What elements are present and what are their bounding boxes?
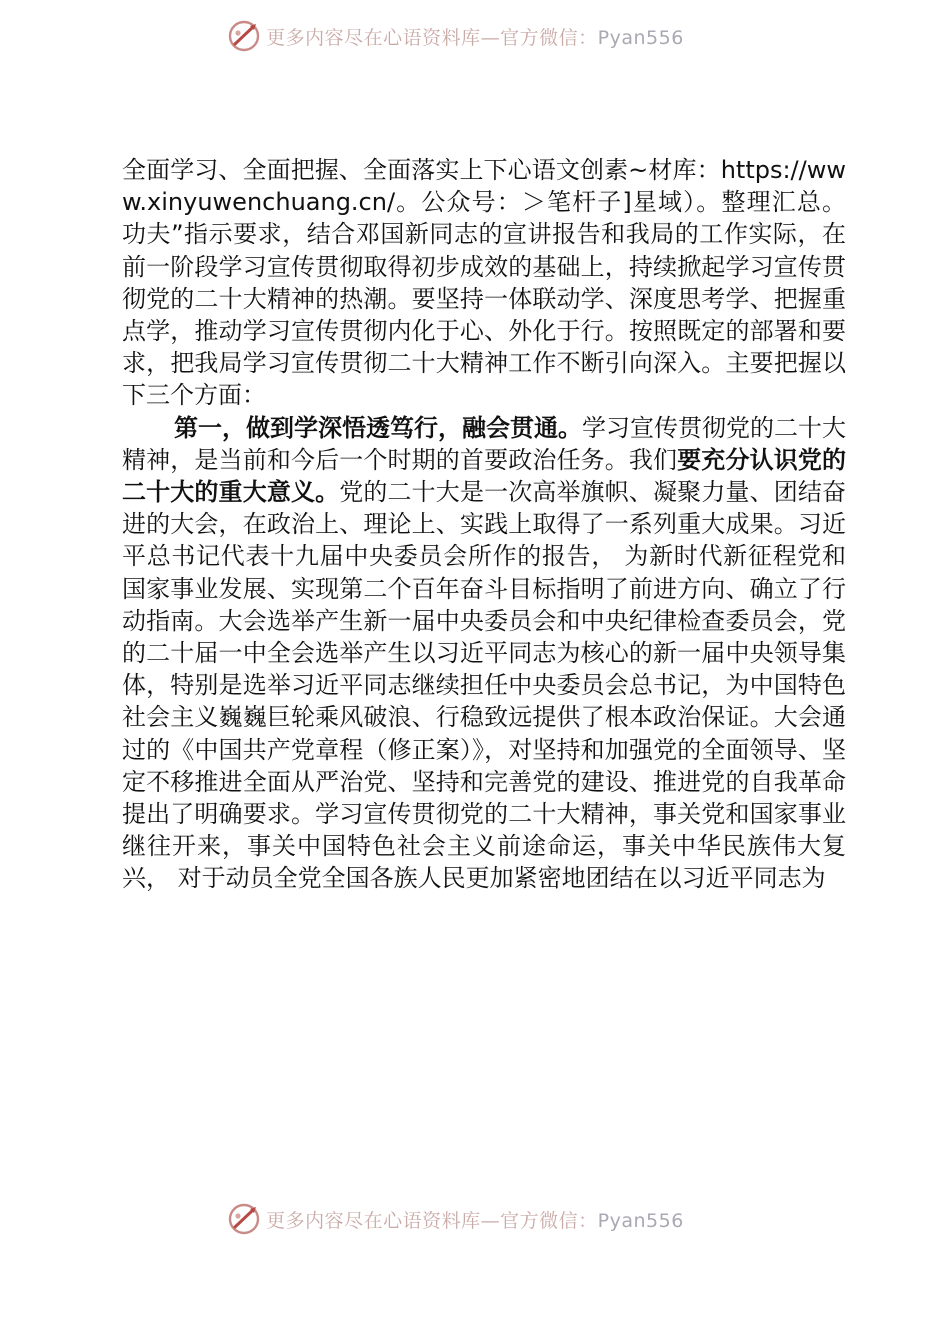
paragraph-first-point xyxy=(122,412,846,895)
paragraph-intro: 全面学习、全面把握、全面落实上下心语文创素~材库：https://www.xinyuwenchuang.cn/。公众号：＞笔杆子]星域）。整理汇总。功夫”指示要求，结合邓国新同志的宣讲报告和我局的工作实际，在前一阶段学习宣传贯彻取得初步成效的基础上，持续掀起学习宣传贯彻党的二十大精神的热潮。要坚持一体联动学、深度思考学、把握重点学，推动学习宣传贯彻内化于心、外化于行。按照既定的部署和要求，把我局学习宣传贯彻二十大精神工作不断引向深入。主要把握以下三个方面： xyxy=(122,156,846,410)
document-body xyxy=(122,154,846,895)
header-watermark xyxy=(0,16,950,56)
pen-logo-icon xyxy=(226,18,262,54)
footer-watermark xyxy=(0,1199,950,1239)
paragraph-bold-emphasis: 要充分认识党的二十大的重大意义。 xyxy=(122,445,846,507)
watermark-text: 更多内容尽在心语资料库—官方微信： xyxy=(266,26,598,49)
paragraph-lead-heading: 第一，做到学深悟透笃行，融会贯通。 xyxy=(174,413,582,442)
watermark-wechat-id: Pyan556 xyxy=(597,26,684,49)
watermark-wechat-id: Pyan556 xyxy=(597,1209,684,1232)
paragraph-text-a: 学习宣传贯彻党的二十大精神，是当前和今后一个时期的首要政治任务。我们 xyxy=(122,413,846,474)
watermark-text: 更多内容尽在心语资料库—官方微信： xyxy=(266,1209,598,1232)
pen-logo-icon xyxy=(226,1201,262,1237)
paragraph-text-b: 党的二十大是一次高举旗帜、凝聚力量、团结奋进的大会，在政治上、理论上、实践上取得了一系列重大成果。习近平总书记代表十九届中央委员会所作的报告， 为新时代新征程党和国家事业发展、实现第二个百年奋斗目标指明了前进方向、确立了行动指南。大会选举产生新一届中央委员会和中央纪律检查委员会，党的二十届一中全会选举产生以习近平同志为核心的新一届中央领导集体，特别是选举习近平同志继续担任中央委员会总书记，为中国特色社会主义巍巍巨轮乘风破浪、行稳致远提供了根本政治保证。大会通过的《中国共产党章程（修正案）》，对坚持和加强党的全面领导、坚定不移推进全面从严治党、坚持和完善党的建设、推进党的自我革命提出了明确要求。学习宣传贯彻党的二十大精神，事关党和国家事业继往开来，事关中国特色社会主义前途命运，事关中华民族伟大复兴， 对于动员全党全国各族人民更加紧密地团结在以习近平同志为 xyxy=(122,478,847,893)
